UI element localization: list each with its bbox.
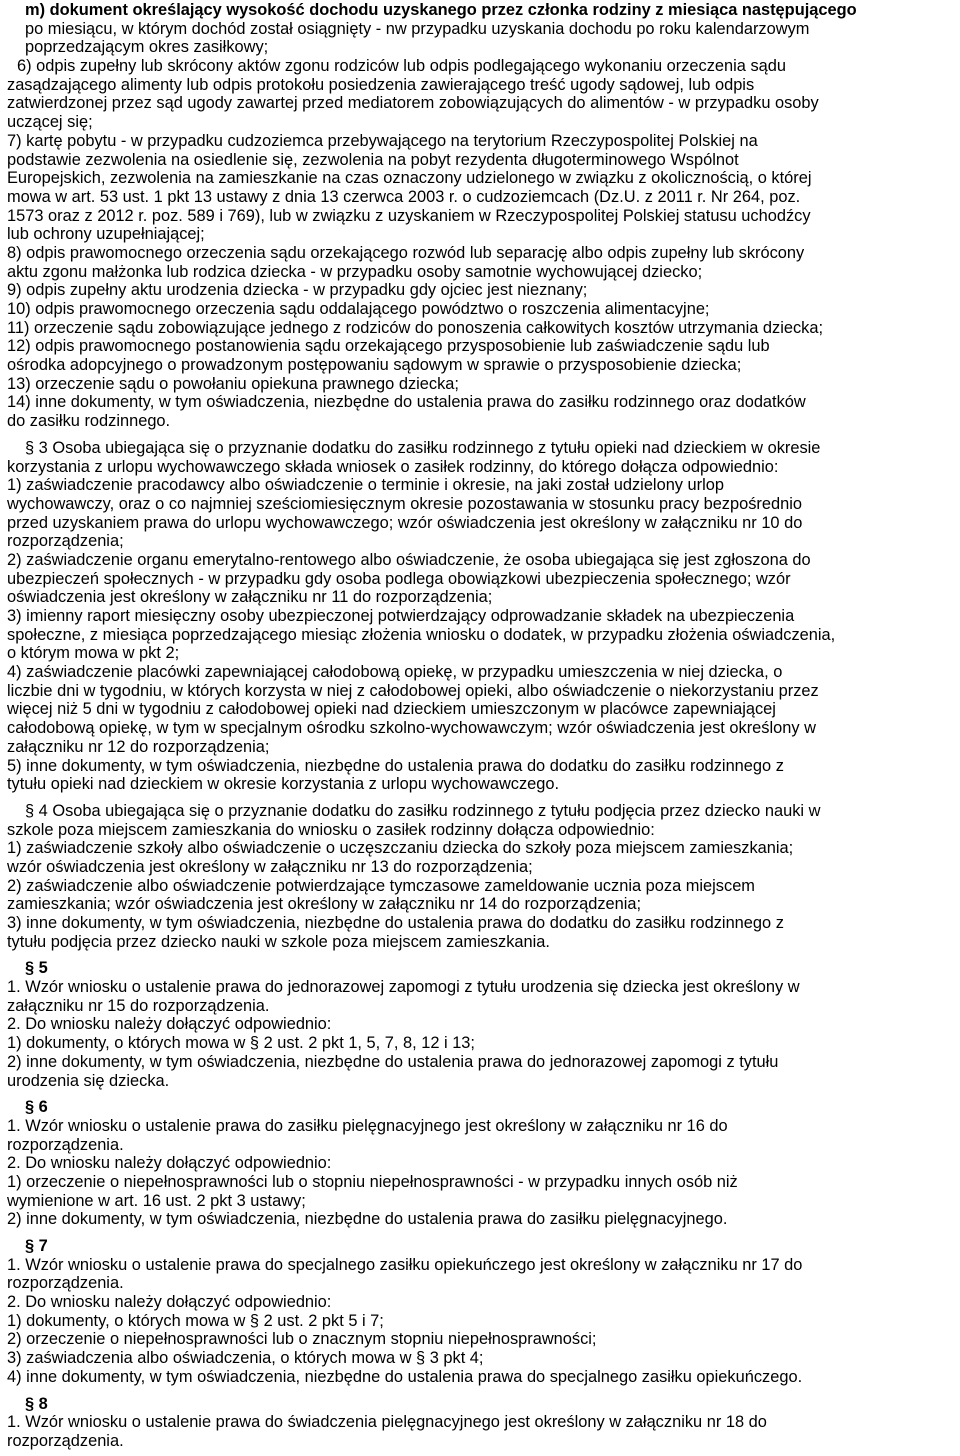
document-line: podstawie zezwolenia na osiedlenie się, zezwolenia na pobyt rezydenta długoterminowego Wspólnot [7,150,739,169]
document-line: 2) orzeczenie o niepełnosprawności lub o znacznym stopniu niepełnosprawności; [7,1330,597,1349]
document-line: 1573 oraz z 2012 r. poz. 589 i 769), lub w związku z uzyskaniem w Rzeczypospolitej Polskiej statusu uchodźcy [7,206,811,225]
document-line: 3) imienny raport miesięczny osoby ubezpieczonej potwierdzający odprowadzanie składek na ubezpieczenia [7,607,795,625]
paragraph-gap [7,1090,942,1098]
document-line: 2. Do wniosku należy dołączyć odpowiednio: [7,1293,332,1312]
document-line: 2. Do wniosku należy dołączyć odpowiednio: [7,1015,332,1034]
document-line: § 5 [25,959,48,978]
paragraph-gap [7,1387,942,1395]
document-line: ubezpieczeń społecznych - w przypadku gdy osoba podlega obowiązkowi ubezpieczenia społecznego; wzór [7,569,791,588]
document-line: § 8 [25,1394,48,1413]
document-line: 2) zaświadczenie organu emerytalno-rentowego albo oświadczenie, że osoba ubiegająca się jest zgłoszona do [7,550,811,569]
document-line: 11) orzeczenie sądu zobowiązujące jednego z rodziców do ponoszenia całkowitych kosztów utrzymania dziecka; [7,318,824,337]
document-line: 1) zaświadczenie szkoły albo oświadczenie o uczęszczaniu dziecka do szkoły poza miejscem zamieszkania; [7,839,794,858]
document-line: 1. Wzór wniosku o ustalenie prawa do jednorazowej zapomogi z tytułu urodzenia się dziecka jest określony w [7,978,800,997]
document-line: 1) orzeczenie o niepełnosprawności lub o stopniu niepełnosprawności - w przypadku innych osób niż [7,1172,738,1191]
document-line: lub ochrony uzupełniającej; [7,225,205,244]
document-line: liczbie dni w tygodniu, w których korzysta w niej z całodobowej opieki, albo oświadczenie o niekorzystaniu przez [7,681,819,700]
document-line: 5) inne dokumenty, w tym oświadczenia, niezbędne do ustalenia prawa do dodatku do zasiłku rodzinnego z [7,756,784,775]
document-line: 14) inne dokumenty, w tym oświadczenia, niezbędne do ustalenia prawa do zasiłku rodzinnego oraz dodatków [7,393,806,412]
document-line: 1) zaświadczenie pracodawcy albo oświadczenie o terminie i okresie, na jaki został udzielony urlop [7,476,725,495]
document-line: wychowawczy, oraz o co najmniej sześciomiesięcznym okresie pozostawania w stosunku pracy bezpośrednio [7,494,802,513]
document-line: ośrodka adopcyjnego o prowadzonym postępowaniu sądowym w sprawie o przysposobienie dziecka; [7,356,742,375]
document-line: 1. Wzór wniosku o ustalenie prawa do zasiłku pielęgnacyjnego jest określony w załączniku nr 16 do [7,1116,728,1135]
document-line: rozporządzenia. [7,1431,124,1450]
document-line: m) dokument określający wysokość dochodu uzyskanego przez członka rodziny z miesiąca następującego [25,1,857,19]
document-line: aktu zgonu małżonka lub rodzica dziecka - w przypadku osoby samotnie wychowującej dziecko; [7,262,703,281]
document-line: § 6 [25,1098,48,1117]
document-line: oświadczenia jest określony w załączniku nr 11 do rozporządzenia; [7,588,493,607]
document-line: 12) odpis prawomocnego postanowienia sądu orzekającego przysposobienie lub zaświadczenie sądu lub [7,337,770,356]
paragraph-gap [7,1229,942,1237]
document-line: szkole poza miejscem zamieszkania do wniosku o zasiłek rodzinny dołącza odpowiednio: [7,820,655,839]
document-line: zamieszkania; wzór oświadczenia jest określony w załączniku nr 14 do rozporządzenia; [7,895,642,914]
paragraph-gap [7,431,942,439]
document-line: 2) inne dokumenty, w tym oświadczenia, niezbędne do ustalenia prawa do jednorazowej zapomogi z tytułu [7,1052,779,1071]
document-line: rozporządzenia. [7,1135,124,1154]
document-line: wzór oświadczenia jest określony w załączniku nr 13 do rozporządzenia; [7,857,533,876]
document-line: 4) inne dokumenty, w tym oświadczenia, niezbędne do ustalenia prawa do specjalnego zasiłku opiekuńczego. [7,1367,803,1386]
document-line: 8) odpis prawomocnego orzeczenia sądu orzekającego rozwód lub separację albo odpis zupełny lub skrócony [7,243,805,262]
document-line: do zasiłku rodzinnego. [7,412,171,431]
document-line: 3) zaświadczenia albo oświadczenia, o których mowa w § 3 pkt 4; [7,1349,484,1368]
document-line: zatwierdzonej przez sąd ugody zawartej przed mediatorem zobowiązujących do alimentów - w przypadku osoby [7,94,819,113]
document-line: poprzedzającym okres zasiłkowy; [25,38,269,57]
document-line: § 4 Osoba ubiegająca się o przyznanie dodatku do zasiłku rodzinnego z tytułu podjęcia przez dziecko nauki w [25,801,821,820]
document-line: 2. Do wniosku należy dołączyć odpowiednio: [7,1154,332,1173]
document-line: § 7 [25,1237,48,1255]
paragraph-gap [7,794,942,802]
document-line: załączniku nr 15 do rozporządzenia. [7,996,270,1015]
document-line: 3) inne dokumenty, w tym oświadczenia, niezbędne do ustalenia prawa do dodatku do zasiłku rodzinnego z [7,914,784,932]
document-line: 1. Wzór wniosku o ustalenie prawa do świadczenia pielęgnacyjnego jest określony w załączniku nr 18 do [7,1413,767,1432]
document-line: zasądzającego alimenty lub odpis protokołu posiedzenia zawierającego treść ugody sądowej, lub odpis [7,75,755,94]
paragraph-gap [7,951,942,959]
document-line: rozporządzenia. [7,1274,124,1293]
document-line: korzystania z urlopu wychowawczego składa wniosek o zasiłek rodzinny, do którego dołącza odpowiednio: [7,457,779,476]
document-line: po miesiącu, w którym dochód został osiągnięty - nw przypadku uzyskania dochodu po roku kalendarzowym [25,19,810,38]
document-line: Europejskich, zezwolenia na zamieszkanie na czas oznaczony udzielonego w związku z okolicznością, o której [7,169,812,188]
document-line: 9) odpis zupełny aktu urodzenia dziecka - w przypadku gdy ojciec jest nieznany; [7,281,588,300]
document-line: całodobową opiekę, w tym w specjalnym ośrodku szkolno-wychowawczym; wzór oświadczenia jest określony w [7,719,816,738]
document-line: 4) zaświadczenie placówki zapewniającej całodobową opiekę, w przypadku umieszczenia w niej dziecka, o [7,663,783,682]
document-line: 1. Wzór wniosku o ustalenie prawa do specjalnego zasiłku opiekuńczego jest określony w załączniku nr 17 do [7,1255,803,1274]
document-line: załączniku nr 12 do rozporządzenia; [7,737,270,756]
document-line: rozporządzenia; [7,532,124,551]
document-line: mowa w art. 53 ust. 1 pkt 13 ustawy z dnia 13 czerwca 2003 r. o cudzoziemcach (Dz.U. z 2011 r. Nr 264, poz. [7,187,801,206]
document-line: 7) kartę pobytu - w przypadku cudzoziemca przebywającego na terytorium Rzeczypospolitej Polskiej na [7,131,758,150]
document-line: 13) orzeczenie sądu o powołaniu opiekuna prawnego dziecka; [7,374,459,393]
document-line: 2) inne dokumenty, w tym oświadczenia, niezbędne do ustalenia prawa do zasiłku pielęgnacyjnego. [7,1210,728,1229]
document-line: 1) dokumenty, o których mowa w § 2 ust. 2 pkt 1, 5, 7, 8, 12 i 13; [7,1034,475,1053]
document-line: tytułu opieki nad dzieckiem w okresie korzystania z urlopu wychowawczego. [7,775,560,794]
document-line: o którym mowa w pkt 2; [7,644,180,663]
document-line: urodzenia się dziecka. [7,1071,170,1090]
document-line: przed uzyskaniem prawa do urlopu wychowawczego; wzór oświadczenia jest określony w załączniku nr 10 do [7,513,803,532]
document-line: wymienione w art. 16 ust. 2 pkt 3 ustawy; [7,1191,306,1210]
document-line: 10) odpis prawomocnego orzeczenia sądu oddalającego powództwo o roszczenia alimentacyjne; [7,300,710,318]
document-line: tytułu podjęcia przez dziecko nauki w szkole poza miejscem zamieszkania. [7,932,550,951]
document-line: społeczne, z miesiąca poprzedzającego miesiąc złożenia wniosku o dodatek, w przypadku złożenia oświadczenia, [7,625,836,644]
document-line: uczącej się; [7,113,93,132]
document-line: 6) odpis zupełny lub skrócony aktów zgonu rodziców lub odpis podlegającego wykonaniu orzeczenia sądu [17,57,787,76]
document-line: 2) zaświadczenie albo oświadczenie potwierdzające tymczasowe zameldowanie ucznia poza miejscem [7,876,755,895]
document-line: § 3 Osoba ubiegająca się o przyznanie dodatku do zasiłku rodzinnego z tytułu opieki nad dzieckiem w okresie [25,438,821,457]
document-line: 1) dokumenty, o których mowa w § 2 ust. 2 pkt 5 i 7; [7,1311,384,1330]
document-line: więcej niż 5 dni w tygodniu z całodobowej opieki nad dzieckiem umieszczonym w placówce zapewniającej [7,700,776,719]
